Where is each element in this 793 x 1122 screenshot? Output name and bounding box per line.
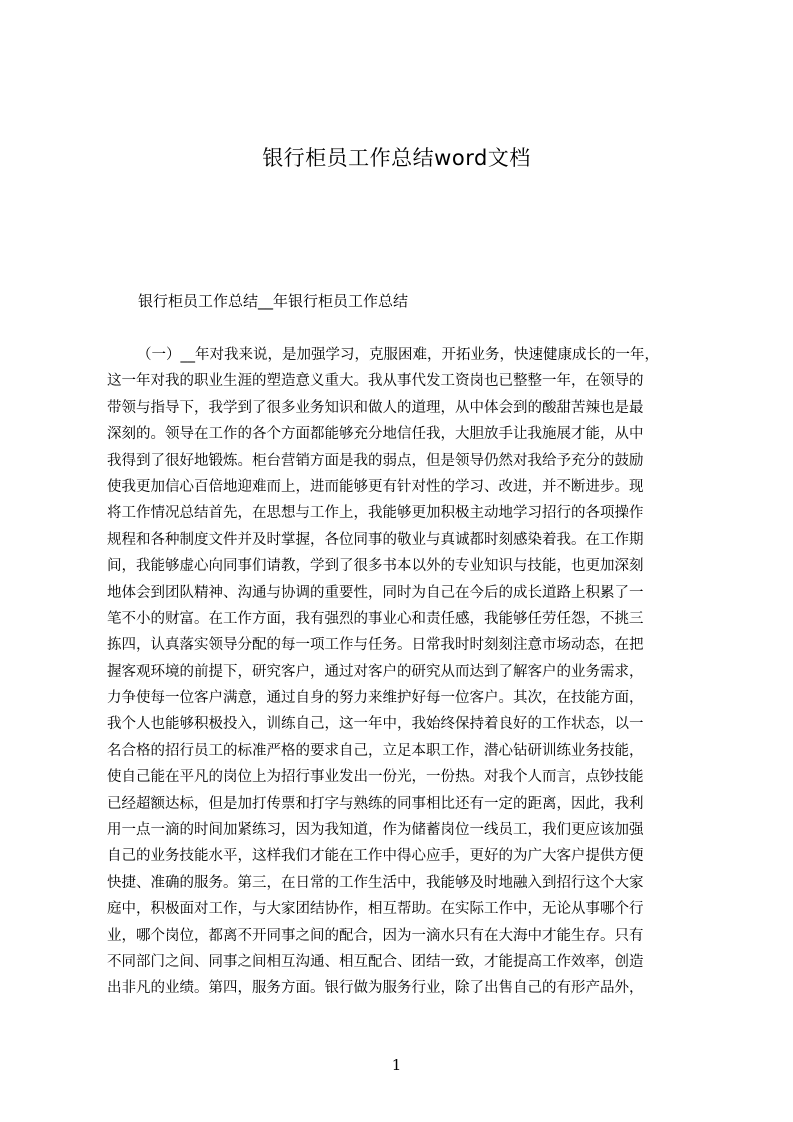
body-line: 这一年对我的职业生涯的塑造意义重大。我从事代发工资岗也已整整一年，在领导的 bbox=[107, 373, 644, 390]
body-line: 地体会到团队精神、沟通与协调的重要性，同时为自己在今后的成长道路上积累了一 bbox=[107, 584, 644, 601]
body-line: 间，我能够虚心向同事们请教，学到了很多书本以外的专业知识与技能，也更加深刻 bbox=[107, 558, 644, 575]
body-line: 使自己能在平凡的岗位上为招行事业发出一份光，一份热。对我个人而言，点钞技能 bbox=[107, 769, 644, 786]
document-subtitle: 银行柜员工作总结__年银行柜员工作总结 bbox=[138, 292, 409, 310]
body-line: 将工作情况总结首先，在思想与工作上，我能够更加积极主动地学习招行的各项操作 bbox=[107, 505, 644, 522]
body-line: 使我更加信心百倍地迎难而上，进而能够更有针对性的学习、改进，并不断进步。现 bbox=[107, 478, 644, 495]
body-line: 笔不小的财富。在工作方面，我有强烈的事业心和责任感，我能够任劳任怨，不挑三 bbox=[107, 610, 644, 627]
body-line: 自己的业务技能水平，这样我们才能在工作中得心应手，更好的为广大客户提供方便 bbox=[107, 848, 644, 865]
body-line: 庭中，积极面对工作，与大家团结协作，相互帮助。在实际工作中，无论从事哪个行 bbox=[107, 901, 644, 918]
body-line: （一）__年对我来说，是加强学习，克服困难，开拓业务，快速健康成长的一年， bbox=[137, 347, 659, 363]
body-paragraph bbox=[107, 343, 699, 1003]
body-line: 名合格的招行员工的标准严格的要求自己，立足本职工作，潜心钻研训练业务技能， bbox=[107, 742, 644, 759]
body-line: 用一点一滴的时间加紧练习，因为我知道，作为储蓄岗位一线员工，我们更应该加强 bbox=[107, 822, 644, 839]
document-title: 银行柜员工作总结word文档 bbox=[262, 146, 531, 170]
body-line: 不同部门之间、同事之间相互沟通、相互配合、团结一致，才能提高工作效率，创造 bbox=[107, 953, 644, 970]
body-line: 出非凡的业绩。第四，服务方面。银行做为服务行业，除了出售自己的有形产品外， bbox=[107, 980, 644, 997]
body-line: 我得到了很好地锻炼。柜台营销方面是我的弱点，但是领导仍然对我给予充分的鼓励 bbox=[107, 452, 644, 469]
page-number: 1 bbox=[391, 1056, 402, 1074]
body-line: 带领与指导下，我学到了很多业务知识和做人的道理，从中体会到的酸甜苦辣也是最 bbox=[107, 399, 644, 416]
body-line: 握客观环境的前提下，研究客户，通过对客户的研究从而达到了解客户的业务需求， bbox=[107, 663, 644, 680]
body-line: 快捷、准确的服务。第三，在日常的工作生活中，我能够及时地融入到招行这个大家 bbox=[107, 874, 644, 891]
body-line: 我个人也能够积极投入，训练自己，这一年中，我始终保持着良好的工作状态，以一 bbox=[107, 716, 644, 733]
body-line: 拣四，认真落实领导分配的每一项工作与任务。日常我时时刻刻注意市场动态，在把 bbox=[107, 637, 644, 654]
body-line: 已经超额达标，但是加打传票和打字与熟练的同事相比还有一定的距离，因此，我利 bbox=[107, 795, 644, 812]
body-line: 力争使每一位客户满意，通过自身的努力来维护好每一位客户。其次，在技能方面， bbox=[107, 690, 644, 707]
body-line: 规程和各种制度文件并及时掌握，各位同事的敬业与真诚都时刻感染着我。在工作期 bbox=[107, 531, 644, 548]
body-line: 业，哪个岗位，都离不开同事之间的配合，因为一滴水只有在大海中才能生存。只有 bbox=[107, 927, 644, 944]
body-line: 深刻的。领导在工作的各个方面都能够充分地信任我，大胆放手让我施展才能，从中 bbox=[107, 426, 644, 443]
